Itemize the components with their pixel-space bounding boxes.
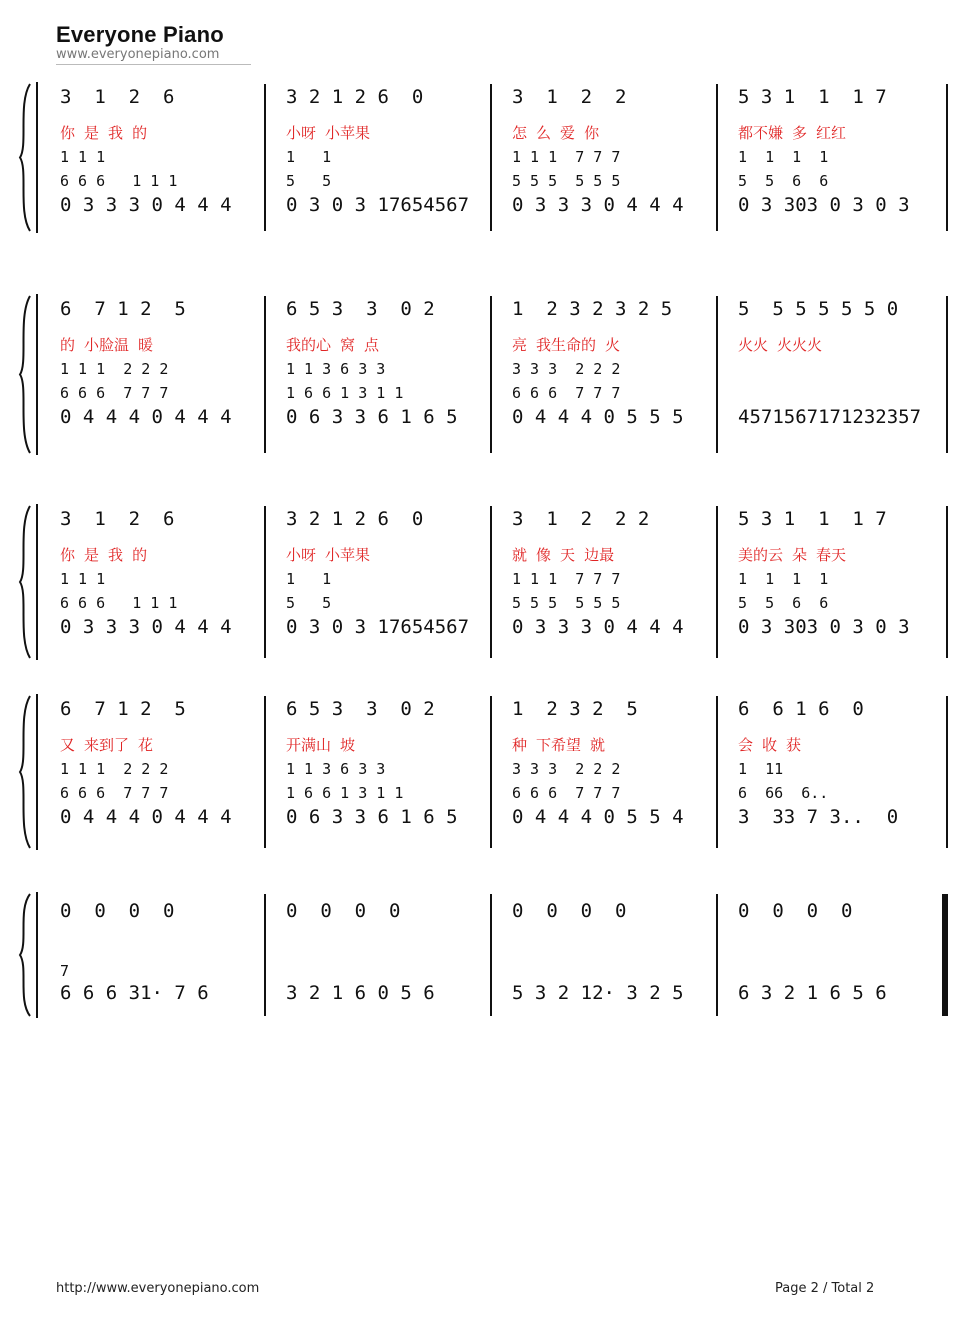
measure [738,292,964,457]
harmony-top: 1 1 1 2 2 2 [60,760,169,778]
lyrics-line: 火火 火火火 [738,336,823,354]
accompaniment-notes: 0 4 4 4 0 5 5 5 [512,406,684,428]
accompaniment-notes: 0 4 4 4 0 4 4 4 [60,406,232,428]
accompaniment-notes: 0 6 3 3 6 1 6 5 [286,406,458,428]
melody-notes: 3 1 2 2 [512,86,627,108]
harmony-top: 1 1 1 7 7 7 [512,148,621,166]
site-url: www.everyonepiano.com [56,47,220,62]
melody-notes: 6 5 3 3 0 2 [286,298,435,320]
score-system [0,292,980,457]
page-indicator: Page 2 / Total 2 [775,1281,875,1296]
measure [512,292,738,457]
harmony-mid: 5 5 6 6 [738,594,829,612]
accompaniment-notes: 0 3 303 0 3 0 3 [738,616,910,638]
accompaniment-notes: 5 3 2 12· 3 2 5 [512,982,684,1004]
score-system [0,80,980,235]
melody-notes: 3 1 2 6 [60,86,175,108]
accompaniment-notes: 0 3 3 3 0 4 4 4 [512,616,684,638]
harmony-top: 1 11 [738,760,784,778]
measure [60,692,286,852]
melody-notes: 1 2 3 2 5 [512,698,638,720]
footer-url[interactable]: http://www.everyonepiano.com [56,1281,260,1296]
harmony-mid: 6 66 6.. [738,784,829,802]
harmony-mid: 5 5 5 5 5 5 [512,172,621,190]
lyrics-line: 小呀 小苹果 [286,124,371,142]
measure [286,292,512,457]
harmony-mid: 5 5 [286,594,332,612]
accompaniment-notes: 0 3 3 3 0 4 4 4 [512,194,684,216]
system-brace [0,692,45,852]
melody-notes: 0 0 0 0 [512,900,627,922]
harmony-top: 1 1 3 6 3 3 [286,360,386,378]
harmony-top: 1 1 3 6 3 3 [286,760,386,778]
accompaniment-notes: 3 2 1 6 0 5 6 [286,982,435,1004]
lyrics-line: 种 下希望 就 [512,736,606,754]
harmony-top: 1 1 1 1 [738,148,829,166]
lyrics-line: 就 像 天 边最 [512,546,615,564]
melody-notes: 6 7 1 2 5 [60,698,186,720]
harmony-top: 1 1 1 2 2 2 [60,360,169,378]
measure [60,80,286,235]
harmony-mid: 6 6 6 1 1 1 [60,172,178,190]
melody-notes: 3 2 1 2 6 0 [286,508,424,530]
harmony-top: 1 1 1 1 [738,570,829,588]
melody-notes: 5 5 5 5 5 5 0 [738,298,899,320]
system-brace [0,292,45,457]
harmony-mid: 5 5 [286,172,332,190]
accompaniment-notes: 0 4 4 4 0 5 5 4 [512,806,684,828]
melody-notes: 5 3 1 1 1 7 [738,86,887,108]
measure [60,292,286,457]
melody-notes: 0 0 0 0 [286,900,401,922]
lyrics-line: 你 是 我 的 [60,546,148,564]
accompaniment-notes: 0 4 4 4 0 4 4 4 [60,806,232,828]
harmony-mid: 6 6 6 7 7 7 [60,784,169,802]
melody-notes: 6 6 1 6 0 [738,698,864,720]
harmony-mid: 6 6 6 7 7 7 [60,384,169,402]
score-system [0,890,980,1020]
harmony-mid: 5 5 5 5 5 5 [512,594,621,612]
harmony-top: 1 1 1 [60,570,106,588]
accompaniment-notes: 0 3 3 3 0 4 4 4 [60,616,232,638]
melody-notes: 3 1 2 2 2 [512,508,650,530]
lyrics-line: 又 来到了 花 [60,736,154,754]
lyrics-line: 会 收 获 [738,736,802,754]
lyrics-line: 小呀 小苹果 [286,546,371,564]
accompaniment-notes: 0 3 3 3 0 4 4 4 [60,194,232,216]
harmony-mid: 7 [60,962,70,980]
measure [738,890,964,1020]
lyrics-line: 亮 我生命的 火 [512,336,621,354]
melody-notes: 5 3 1 1 1 7 [738,508,887,530]
accompaniment-notes: 0 3 0 3 17654567 [286,616,470,638]
harmony-top: 1 1 1 [60,148,106,166]
harmony-mid: 6 6 6 7 7 7 [512,784,621,802]
accompaniment-notes: 3 33 7 3.. 0 [738,806,899,828]
measure [738,692,964,852]
measure [286,692,512,852]
header-rule [56,64,251,65]
measure [60,502,286,662]
measure [738,502,964,662]
lyrics-line: 我的心 窝 点 [286,336,380,354]
lyrics-line: 的 小脸温 暖 [60,336,154,354]
measure [286,890,512,1020]
accompaniment-notes: 0 6 3 3 6 1 6 5 [286,806,458,828]
accompaniment-notes: 6 6 6 31· 7 6 [60,982,209,1004]
system-brace [0,80,45,235]
measure [286,502,512,662]
harmony-mid: 6 6 6 7 7 7 [512,384,621,402]
measure [512,80,738,235]
harmony-top: 1 1 1 7 7 7 [512,570,621,588]
lyrics-line: 美的云 朵 春天 [738,546,847,564]
harmony-mid: 1 6 6 1 3 1 1 [286,784,404,802]
measure [512,502,738,662]
accompaniment-notes: 4571567171232357 [738,406,922,428]
lyrics-line: 你 是 我 的 [60,124,148,142]
melody-notes: 1 2 3 2 3 2 5 [512,298,673,320]
measure [738,80,964,235]
harmony-mid: 1 6 6 1 3 1 1 [286,384,404,402]
accompaniment-notes: 0 3 0 3 17654567 [286,194,470,216]
site-brand: Everyone Piano [56,22,224,47]
measure [512,890,738,1020]
lyrics-line: 开满山 坡 [286,736,356,754]
measure [60,890,286,1020]
melody-notes: 6 7 1 2 5 [60,298,186,320]
system-brace [0,502,45,662]
melody-notes: 3 2 1 2 6 0 [286,86,424,108]
lyrics-line: 怎 么 爱 你 [512,124,600,142]
melody-notes: 6 5 3 3 0 2 [286,698,435,720]
melody-notes: 3 1 2 6 [60,508,175,530]
harmony-mid: 6 6 6 1 1 1 [60,594,178,612]
harmony-top: 1 1 [286,570,332,588]
melody-notes: 0 0 0 0 [60,900,175,922]
system-brace [0,890,45,1020]
lyrics-line: 都不嫌 多 红红 [738,124,847,142]
melody-notes: 0 0 0 0 [738,900,853,922]
harmony-top: 3 3 3 2 2 2 [512,760,621,778]
score-system [0,692,980,852]
harmony-top: 1 1 [286,148,332,166]
score-system [0,502,980,662]
measure [512,692,738,852]
harmony-top: 3 3 3 2 2 2 [512,360,621,378]
measure [286,80,512,235]
harmony-mid: 5 5 6 6 [738,172,829,190]
accompaniment-notes: 0 3 303 0 3 0 3 [738,194,910,216]
accompaniment-notes: 6 3 2 1 6 5 6 [738,982,887,1004]
